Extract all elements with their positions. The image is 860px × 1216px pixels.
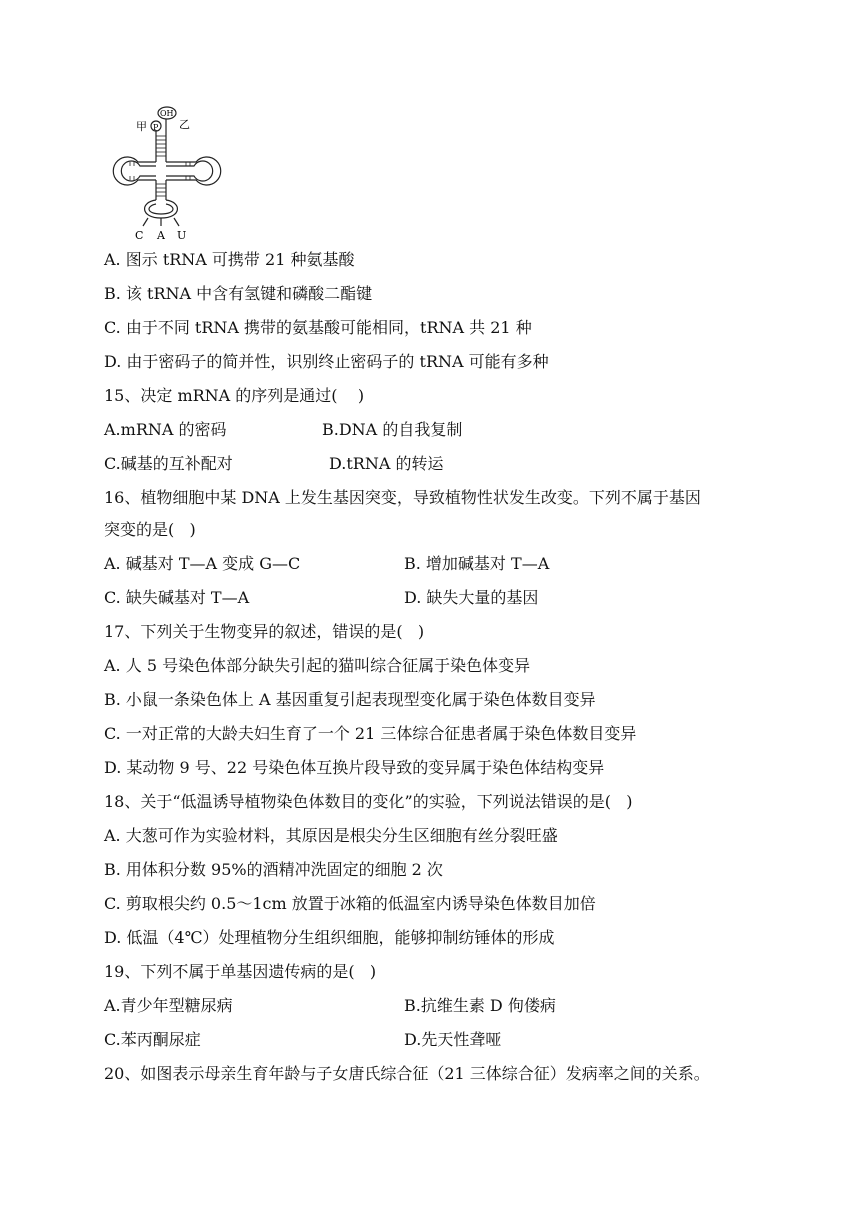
q17-option-b: B. 小鼠一条染色体上 A 基因重复引起表现型变化属于染色体数目变异 bbox=[104, 690, 596, 709]
trna-figure bbox=[96, 100, 236, 242]
q17-option-c: C. 一对正常的大龄夫妇生育了一个 21 三体综合征患者属于染色体数目变异 bbox=[104, 724, 637, 743]
q15-option-b: B.DNA 的自我复制 bbox=[322, 420, 463, 439]
q19-option-b: B.抗维生素 D 佝偻病 bbox=[404, 996, 556, 1015]
q14-option-b: B. 该 tRNA 中含有氢键和磷酸二酯键 bbox=[104, 284, 373, 303]
q16-stem-line1: 16、植物细胞中某 DNA 上发生基因突变，导致植物性状发生改变。下列不属于基因 bbox=[104, 488, 701, 507]
q18-stem: 18、关于“低温诱导植物染色体数目的变化”的实验，下列说法错误的是( ) bbox=[104, 792, 633, 811]
label-jia: 甲 bbox=[136, 120, 147, 133]
anticodon-u: U bbox=[177, 229, 187, 242]
q14-option-a: A. 图示 tRNA 可携带 21 种氨基酸 bbox=[104, 250, 355, 269]
anticodon-a: A bbox=[157, 229, 165, 242]
q16-option-d: D. 缺失大量的基因 bbox=[404, 588, 539, 607]
q16-option-a: A. 碱基对 T—A 变成 G—C bbox=[104, 554, 301, 573]
trna-cloverleaf-diagram bbox=[96, 100, 236, 242]
label-p: P bbox=[153, 123, 159, 132]
q15-option-a: A.mRNA 的密码 bbox=[104, 420, 227, 439]
q18-option-d: D. 低温（4℃）处理植物分生组织细胞，能够抑制纺锤体的形成 bbox=[104, 928, 555, 947]
q15-option-d: D.tRNA 的转运 bbox=[329, 454, 444, 473]
q17-option-a: A. 人 5 号染色体部分缺失引起的猫叫综合征属于染色体变异 bbox=[104, 656, 531, 675]
anticodon-c: C bbox=[135, 229, 144, 242]
q17-stem: 17、下列关于生物变异的叙述，错误的是( ) bbox=[104, 622, 425, 641]
label-yi: 乙 bbox=[179, 118, 190, 131]
q18-option-b: B. 用体积分数 95%的酒精冲洗固定的细胞 2 次 bbox=[104, 860, 443, 879]
q16-stem-line2: 突变的是( ) bbox=[104, 520, 196, 539]
q16-option-c: C. 缺失碱基对 T—A bbox=[104, 588, 250, 607]
q19-option-a: A.青少年型糖尿病 bbox=[104, 996, 233, 1015]
q20-stem: 20、如图表示母亲生育年龄与子女唐氏综合征（21 三体综合征）发病率之间的关系。 bbox=[104, 1064, 710, 1083]
q19-stem: 19、下列不属于单基因遗传病的是( ) bbox=[104, 962, 377, 981]
q17-option-d: D. 某动物 9 号、22 号染色体互换片段导致的变异属于染色体结构变异 bbox=[104, 758, 605, 777]
q18-option-c: C. 剪取根尖约 0.5～1cm 放置于冰箱的低温室内诱导染色体数目加倍 bbox=[104, 894, 596, 913]
q19-option-d: D.先天性聋哑 bbox=[404, 1030, 502, 1049]
q18-option-a: A. 大葱可作为实验材料，其原因是根尖分生区细胞有丝分裂旺盛 bbox=[104, 826, 558, 845]
label-oh: OH bbox=[160, 109, 174, 118]
q14-option-c: C. 由于不同 tRNA 携带的氨基酸可能相同，tRNA 共 21 种 bbox=[104, 318, 532, 337]
q15-option-c: C.碱基的互补配对 bbox=[104, 454, 233, 473]
q15-stem: 15、决定 mRNA 的序列是通过( ) bbox=[104, 386, 365, 405]
q14-option-d: D. 由于密码子的简并性，识别终止密码子的 tRNA 可能有多种 bbox=[104, 352, 549, 371]
q16-option-b: B. 增加碱基对 T—A bbox=[404, 554, 550, 573]
q19-option-c: C.苯丙酮尿症 bbox=[104, 1030, 201, 1049]
